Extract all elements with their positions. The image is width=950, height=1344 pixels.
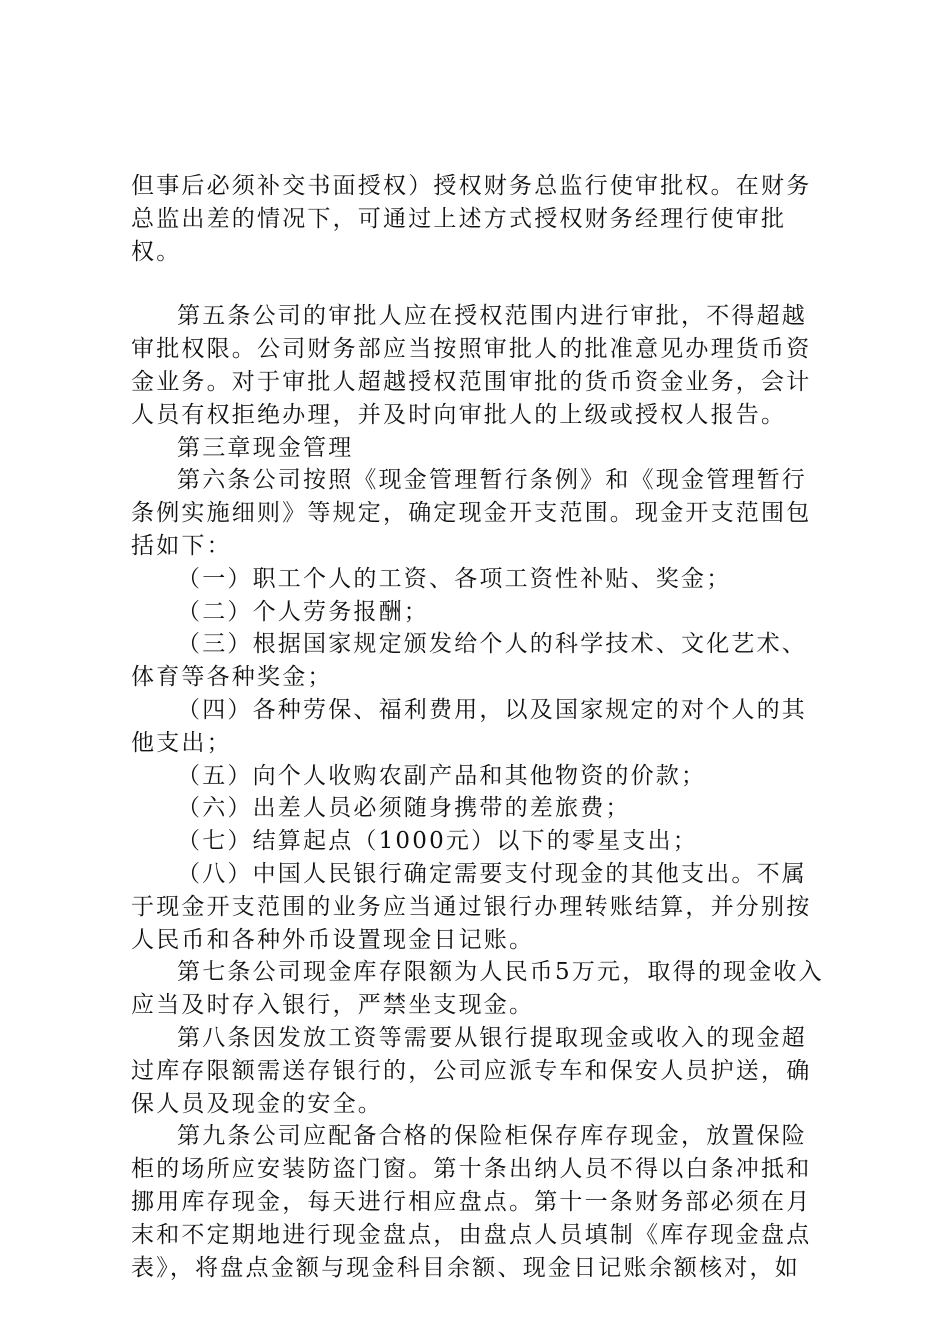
chapter-3-heading: 第三章现金管理 [177,434,354,461]
list-item-1: （一）职工个人的工资、各项工资性补贴、奖金； [177,565,732,592]
list-item-3: （三）根据国家规定颁发给个人的科学技术、文化艺术、体育等各种奖金； [131,631,807,691]
article-8: 第八条因发放工资等需要从银行提取现金或收入的现金超过库存限额需送存银行的，公司应派专车和保安人员护送，确保人员及现金的安全。 [131,1024,812,1117]
paragraph-continuation: 但事后必须补交书面授权）授权财务总监行使审批权。在财务总监出差的情况下，可通过上述方式授权财务经理行使审批权。 [131,173,812,265]
list-item-2: （二）个人劳务报酬； [177,598,429,625]
article-5: 第五条公司的审批人应在授权范围内进行审批，不得超越审批权限。公司财务部应当按照审批人的批准意见办理货币资金业务。对于审批人超越授权范围审批的货币资金业务，会计人员有权拒绝办理，并及时向审批人的上级或授权人报告。 [131,303,812,428]
list-item-5: （五）向个人收购农副产品和其他物资的价款； [177,762,707,789]
list-item-4: （四）各种劳保、福利费用，以及国家规定的对个人的其他支出； [131,696,807,756]
list-item-6: （六）出差人员必须随身携带的差旅费； [177,795,631,822]
article-9-11: 第九条公司应配备合格的保险柜保存库存现金，放置保险柜的场所应安装防盗门窗。第十条出纳人员不得以白条冲抵和挪用库存现金，每天进行相应盘点。第十一条财务部必须在月末和不定期地进行现金盘点，由盘点人员填制《库存现金盘点表》，将盘点金额与现金科目余额、现金日记账余额核对，如 [131,1123,812,1281]
article-6: 第六条公司按照《现金管理暂行条例》和《现金管理暂行条例实施细则》等规定，确定现金开支范围。现金开支范围包括如下： [131,467,812,559]
list-item-8: （八）中国人民银行确定需要支付现金的其他支出。不属于现金开支范围的业务应当通过银行办理转账结算，并分别按人民币和各种外币设置现金日记账。 [131,860,812,953]
list-item-7: （七）结算起点（1000元）以下的零星支出； [177,828,698,855]
paragraph-gap [131,268,831,300]
document-body [131,170,831,1284]
article-7: 第七条公司现金库存限额为人民币5万元，取得的现金收入应当及时存入银行，严禁坐支现金。 [131,959,824,1019]
